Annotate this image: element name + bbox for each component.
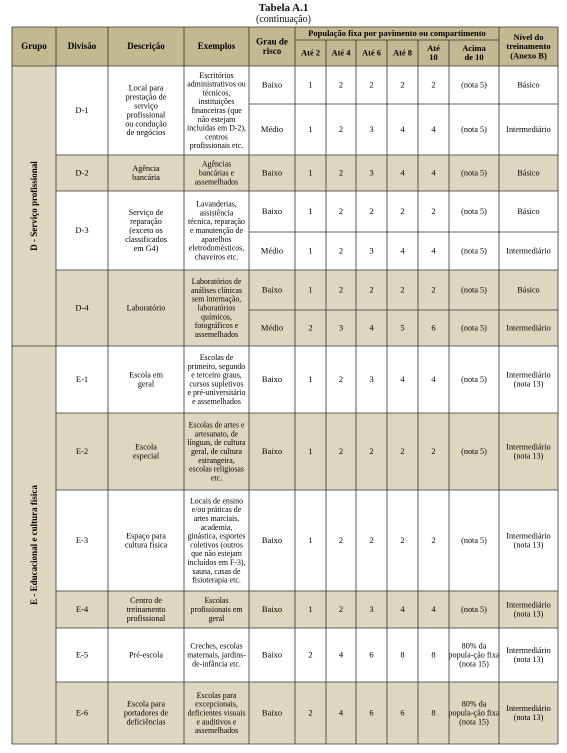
- group-label: D - Serviço profissional: [29, 161, 39, 251]
- division-examples: Escolas: [204, 596, 229, 606]
- division-description: especial: [132, 451, 160, 461]
- population-cell: 2: [400, 535, 405, 546]
- population-cell: 2: [338, 206, 344, 217]
- group-label: E - Educacional e cultura física: [29, 485, 39, 605]
- division-examples: instituições: [198, 97, 235, 107]
- division-description: Serviço de: [128, 208, 164, 218]
- population-cell: 2: [308, 322, 313, 333]
- division-examples: geral: [208, 613, 225, 623]
- division-examples: artes marciais,: [193, 514, 240, 523]
- above-10-cell: popula-ção fixa: [448, 708, 500, 718]
- training-level-cell: Básico: [517, 80, 540, 90]
- division-examples: estrangeira,: [198, 455, 235, 465]
- division-description: profissional: [126, 110, 166, 120]
- training-level-cell: Básico: [517, 285, 540, 295]
- above-10-cell: (nota 5): [461, 285, 487, 295]
- division-code: D-2: [75, 167, 89, 178]
- population-cell: 3: [369, 374, 374, 385]
- table-subtitle: (continuação): [256, 14, 311, 25]
- division-description: Espaço para: [126, 531, 166, 541]
- division-examples: Creches, escolas: [190, 641, 243, 651]
- table-title: Tabela A.1: [258, 2, 309, 14]
- training-level-cell: (nota 13): [513, 655, 544, 664]
- population-cell: 2: [369, 284, 374, 295]
- population-cell: 8: [400, 649, 405, 660]
- division-examples: profissionais em: [190, 605, 243, 614]
- division-code: E-3: [75, 535, 89, 546]
- division-code: E-5: [75, 649, 89, 660]
- division-code: E-4: [75, 604, 89, 615]
- division-description: prestação de: [125, 92, 167, 102]
- division-examples: e terceiro graus,: [191, 370, 242, 380]
- population-cell: 1: [308, 206, 313, 217]
- division-description: portadores de: [123, 708, 169, 718]
- division-examples: assemelhados: [194, 329, 239, 339]
- population-cell: 6: [369, 707, 374, 718]
- division-description: classificados: [125, 234, 167, 244]
- division-examples: administrativos ou: [187, 79, 246, 89]
- training-level-cell: (nota 13): [513, 379, 544, 389]
- division-description: Escola: [135, 442, 157, 452]
- population-cell: 2: [400, 446, 405, 457]
- population-cell: 2: [338, 124, 344, 135]
- training-level-cell: Intermediário: [506, 704, 551, 713]
- division-examples: não estejam: [197, 114, 236, 124]
- training-level-cell: Intermediário: [506, 370, 551, 380]
- population-cell: 1: [308, 446, 313, 457]
- risk-cell: Baixo: [261, 649, 283, 660]
- population-cell: 6: [369, 649, 374, 660]
- population-cell: 4: [400, 124, 405, 135]
- training-level-cell: (nota 13): [513, 540, 544, 550]
- division-examples: técnicos,: [202, 88, 231, 98]
- training-level-cell: (nota 13): [513, 713, 544, 722]
- division-description: cultura física: [124, 540, 168, 550]
- division-examples: Escolas para: [196, 690, 237, 700]
- population-cell: 4: [400, 374, 405, 385]
- division-description: (exceto os: [129, 226, 163, 235]
- risk-cell: Baixo: [261, 535, 283, 546]
- division-examples: que não estejam: [191, 549, 242, 559]
- population-cell: 1: [308, 535, 313, 546]
- training-level-cell: Básico: [517, 168, 540, 178]
- population-cell: 4: [400, 167, 405, 178]
- risk-cell: Médio: [260, 322, 284, 333]
- division-examples: profissionais etc.: [189, 141, 244, 151]
- division-description: Pré-escola: [128, 650, 164, 660]
- population-cell: 2: [338, 374, 344, 385]
- population-cell: 4: [400, 245, 405, 256]
- population-cell: 2: [431, 535, 436, 546]
- training-level-cell: Intermediário: [506, 442, 551, 452]
- division-examples: de-infância etc.: [192, 659, 241, 669]
- division-examples: incluídos em F-3),: [187, 558, 246, 567]
- header-grau-risco: risco: [262, 46, 282, 57]
- division-examples: maternais, jardins-: [187, 650, 246, 660]
- population-cell: 2: [369, 446, 374, 457]
- division-examples: fotográficos e: [194, 321, 239, 331]
- division-code: E-6: [75, 707, 89, 718]
- above-10-cell: (nota 5): [461, 447, 487, 456]
- header-nivel: treinamento: [506, 41, 551, 52]
- division-examples: academia,: [200, 522, 233, 532]
- division-examples: e assemelhados: [192, 397, 241, 406]
- population-cell: 4: [338, 649, 344, 660]
- division-description: Escola em: [129, 370, 163, 380]
- division-code: E-1: [75, 374, 89, 385]
- header-sub-col: de 10: [464, 52, 484, 63]
- division-code: D-4: [75, 302, 89, 313]
- division-examples: incluídas em D-2),: [187, 123, 246, 133]
- population-cell: 4: [400, 604, 405, 615]
- population-cell: 1: [308, 604, 313, 615]
- above-10-cell: (nota 5): [461, 246, 487, 256]
- division-examples: artesanato, de: [194, 429, 239, 439]
- training-level-cell: Intermediário: [506, 646, 551, 655]
- division-examples: análises clínicas: [190, 285, 243, 295]
- division-examples: financeiras (que: [191, 106, 242, 115]
- above-10-cell: (nota 5): [461, 80, 487, 90]
- division-description: profissional: [126, 613, 166, 623]
- population-cell: 1: [308, 374, 313, 385]
- population-cell: 3: [369, 167, 374, 178]
- division-description: de negócios: [126, 128, 166, 138]
- division-description: Laboratório: [126, 303, 166, 313]
- division-examples: deficientes visuais: [187, 708, 246, 718]
- population-cell: 4: [431, 604, 436, 615]
- division-examples: sauna, casas de: [192, 566, 241, 576]
- population-cell: 2: [338, 284, 344, 295]
- division-description: bancária: [132, 172, 160, 182]
- training-level-cell: Intermediário: [506, 531, 551, 541]
- division-description: Agência: [132, 164, 160, 173]
- population-cell: 1: [308, 245, 313, 256]
- division-examples: Locais de ensino: [189, 496, 244, 506]
- population-cell: 3: [369, 124, 374, 135]
- population-cell: 2: [369, 535, 374, 546]
- above-10-cell: (nota 5): [461, 536, 487, 545]
- population-cell: 2: [369, 206, 374, 217]
- population-cell: 2: [400, 284, 405, 295]
- training-level-cell: Básico: [517, 207, 540, 216]
- risk-cell: Baixo: [261, 167, 283, 178]
- division-examples: químicos,: [201, 312, 232, 322]
- header-sub-col: Até: [427, 43, 440, 53]
- division-examples: Escritórios: [199, 70, 234, 80]
- header-exemplos: Exemplos: [197, 41, 236, 52]
- population-cell: 2: [338, 535, 344, 546]
- above-10-cell: (nota 5): [461, 207, 487, 216]
- risk-cell: Baixo: [261, 374, 283, 385]
- header-populacao: População fixa por pavimento ou compartimento: [308, 28, 486, 39]
- division-examples: fisioterapia etc.: [192, 575, 241, 585]
- division-examples: bancárias e: [198, 168, 235, 178]
- training-level-cell: Intermediário: [506, 246, 551, 256]
- population-cell: 4: [369, 322, 374, 333]
- division-description: geral: [137, 379, 155, 389]
- above-10-cell: 80% da: [461, 641, 487, 651]
- header-sub-col: Até 8: [392, 47, 413, 58]
- division-code: D-1: [75, 105, 89, 116]
- division-examples: assistência: [199, 208, 234, 218]
- population-cell: 2: [400, 79, 405, 90]
- population-cell: 4: [431, 167, 436, 178]
- division-examples: geral, de cultura: [190, 447, 243, 456]
- division-examples: primeiro, segundo: [187, 361, 246, 371]
- risk-cell: Baixo: [261, 79, 283, 90]
- population-cell: 2: [308, 707, 313, 718]
- population-cell: 2: [338, 167, 344, 178]
- population-cell: 2: [338, 79, 344, 90]
- header-descricao: Descrição: [127, 41, 165, 52]
- population-cell: 3: [338, 322, 344, 333]
- population-cell: 8: [431, 707, 436, 718]
- risk-cell: Baixo: [261, 707, 283, 718]
- population-cell: 2: [338, 446, 344, 457]
- division-examples: coletivos (outros: [190, 540, 243, 550]
- header-nivel: Nível do: [513, 31, 544, 42]
- population-cell: 6: [400, 707, 405, 718]
- population-cell: 3: [369, 604, 374, 615]
- division-examples: ginástica, esportes: [187, 531, 246, 541]
- population-cell: 1: [308, 79, 313, 90]
- population-cell: 2: [431, 206, 436, 217]
- division-examples: línguas, de cultura: [187, 438, 246, 448]
- header-grupo: Grupo: [21, 41, 47, 52]
- division-examples: Agências: [201, 159, 232, 169]
- division-examples: aparelhos: [201, 234, 232, 244]
- population-cell: 2: [431, 446, 436, 457]
- population-cell: 5: [400, 322, 405, 333]
- training-level-cell: Intermediário: [506, 600, 551, 610]
- training-level-cell: Intermediário: [506, 125, 551, 134]
- division-examples: etc.: [210, 473, 223, 483]
- division-examples: Lavanderias,: [196, 199, 237, 209]
- above-10-cell: (nota 5): [461, 375, 487, 384]
- division-description: reparação: [130, 217, 162, 227]
- above-10-cell: (nota 5): [461, 323, 487, 333]
- population-cell: 4: [431, 245, 436, 256]
- division-examples: eletrodomésticos,: [188, 243, 245, 253]
- above-10-cell: (nota 15): [459, 717, 489, 727]
- division-examples: cursos supletivos: [189, 379, 244, 389]
- header-sub-col: Acima: [462, 43, 486, 53]
- population-cell: 2: [338, 604, 344, 615]
- header-sub-col: Até 6: [361, 47, 382, 58]
- division-examples: Escolas de artes e: [188, 420, 245, 430]
- population-cell: 2: [308, 649, 313, 660]
- division-description: ou condução: [125, 119, 167, 129]
- header-sub-col: Até 4: [331, 47, 351, 58]
- division-code: E-2: [75, 446, 89, 457]
- division-description: em G4): [133, 243, 159, 253]
- population-cell: 2: [431, 79, 436, 90]
- population-cell: 1: [308, 284, 313, 295]
- division-examples: sem internação,: [191, 294, 242, 304]
- division-examples: Escolas de: [199, 353, 234, 362]
- division-examples: escolas religiosas: [189, 464, 244, 474]
- above-10-cell: (nota 15): [459, 659, 489, 669]
- risk-cell: Baixo: [261, 446, 283, 457]
- population-cell: 6: [431, 322, 436, 333]
- population-cell: 4: [338, 707, 344, 718]
- header-sub-col: 10: [429, 52, 438, 63]
- risk-cell: Médio: [260, 124, 284, 135]
- population-cell: 2: [431, 284, 436, 295]
- population-cell: 3: [369, 245, 374, 256]
- division-examples: laboratórios: [197, 303, 236, 313]
- population-cell: 2: [338, 245, 344, 256]
- division-description: treinamento: [126, 605, 166, 614]
- division-examples: e manutenção de: [189, 226, 244, 235]
- training-level-cell: (nota 13): [513, 609, 544, 619]
- risk-cell: Baixo: [261, 206, 283, 217]
- division-examples: técnica, reparação: [188, 217, 245, 227]
- header-grau-risco: Grau de: [256, 36, 288, 47]
- above-10-cell: (nota 5): [461, 168, 487, 178]
- population-cell: 1: [308, 167, 313, 178]
- header-divisao: Divisão: [67, 41, 97, 52]
- division-description: Centro de: [129, 596, 163, 606]
- division-description: Escola para: [127, 699, 165, 709]
- division-examples: Laboratórios de: [191, 277, 242, 287]
- division-examples: assemelhados: [194, 177, 239, 187]
- population-cell: 8: [431, 649, 436, 660]
- division-examples: excepcionais,: [195, 699, 238, 709]
- division-examples: chaveiros etc.: [194, 252, 239, 262]
- population-cell: 2: [400, 206, 405, 217]
- above-10-cell: (nota 5): [461, 605, 487, 614]
- training-level-cell: (nota 13): [513, 451, 544, 461]
- population-cell: 2: [369, 79, 374, 90]
- above-10-cell: 80% da: [461, 699, 487, 709]
- header-nivel: (Anexo B): [510, 50, 547, 61]
- training-level-cell: Intermediário: [506, 323, 551, 333]
- division-code: D-3: [75, 225, 89, 236]
- risk-cell: Baixo: [261, 604, 283, 615]
- above-10-cell: popula-ção fixa: [448, 650, 500, 660]
- division-examples: centros: [205, 132, 228, 142]
- division-description: deficiências: [126, 717, 166, 727]
- division-examples: e/ou práticas de: [191, 505, 242, 515]
- header-sub-col: Até 2: [300, 47, 321, 58]
- division-description: serviço: [134, 101, 158, 111]
- population-cell: 4: [431, 374, 436, 385]
- risk-cell: Baixo: [261, 284, 283, 295]
- population-cell: 1: [308, 124, 313, 135]
- division-examples: e pré-universitário: [187, 388, 246, 398]
- division-examples: assemelhados: [194, 726, 239, 736]
- above-10-cell: (nota 5): [461, 125, 487, 134]
- division-description: Local para: [128, 83, 164, 93]
- division-examples: e auditivos e: [196, 717, 237, 727]
- risk-cell: Médio: [260, 245, 284, 256]
- population-cell: 4: [431, 124, 436, 135]
